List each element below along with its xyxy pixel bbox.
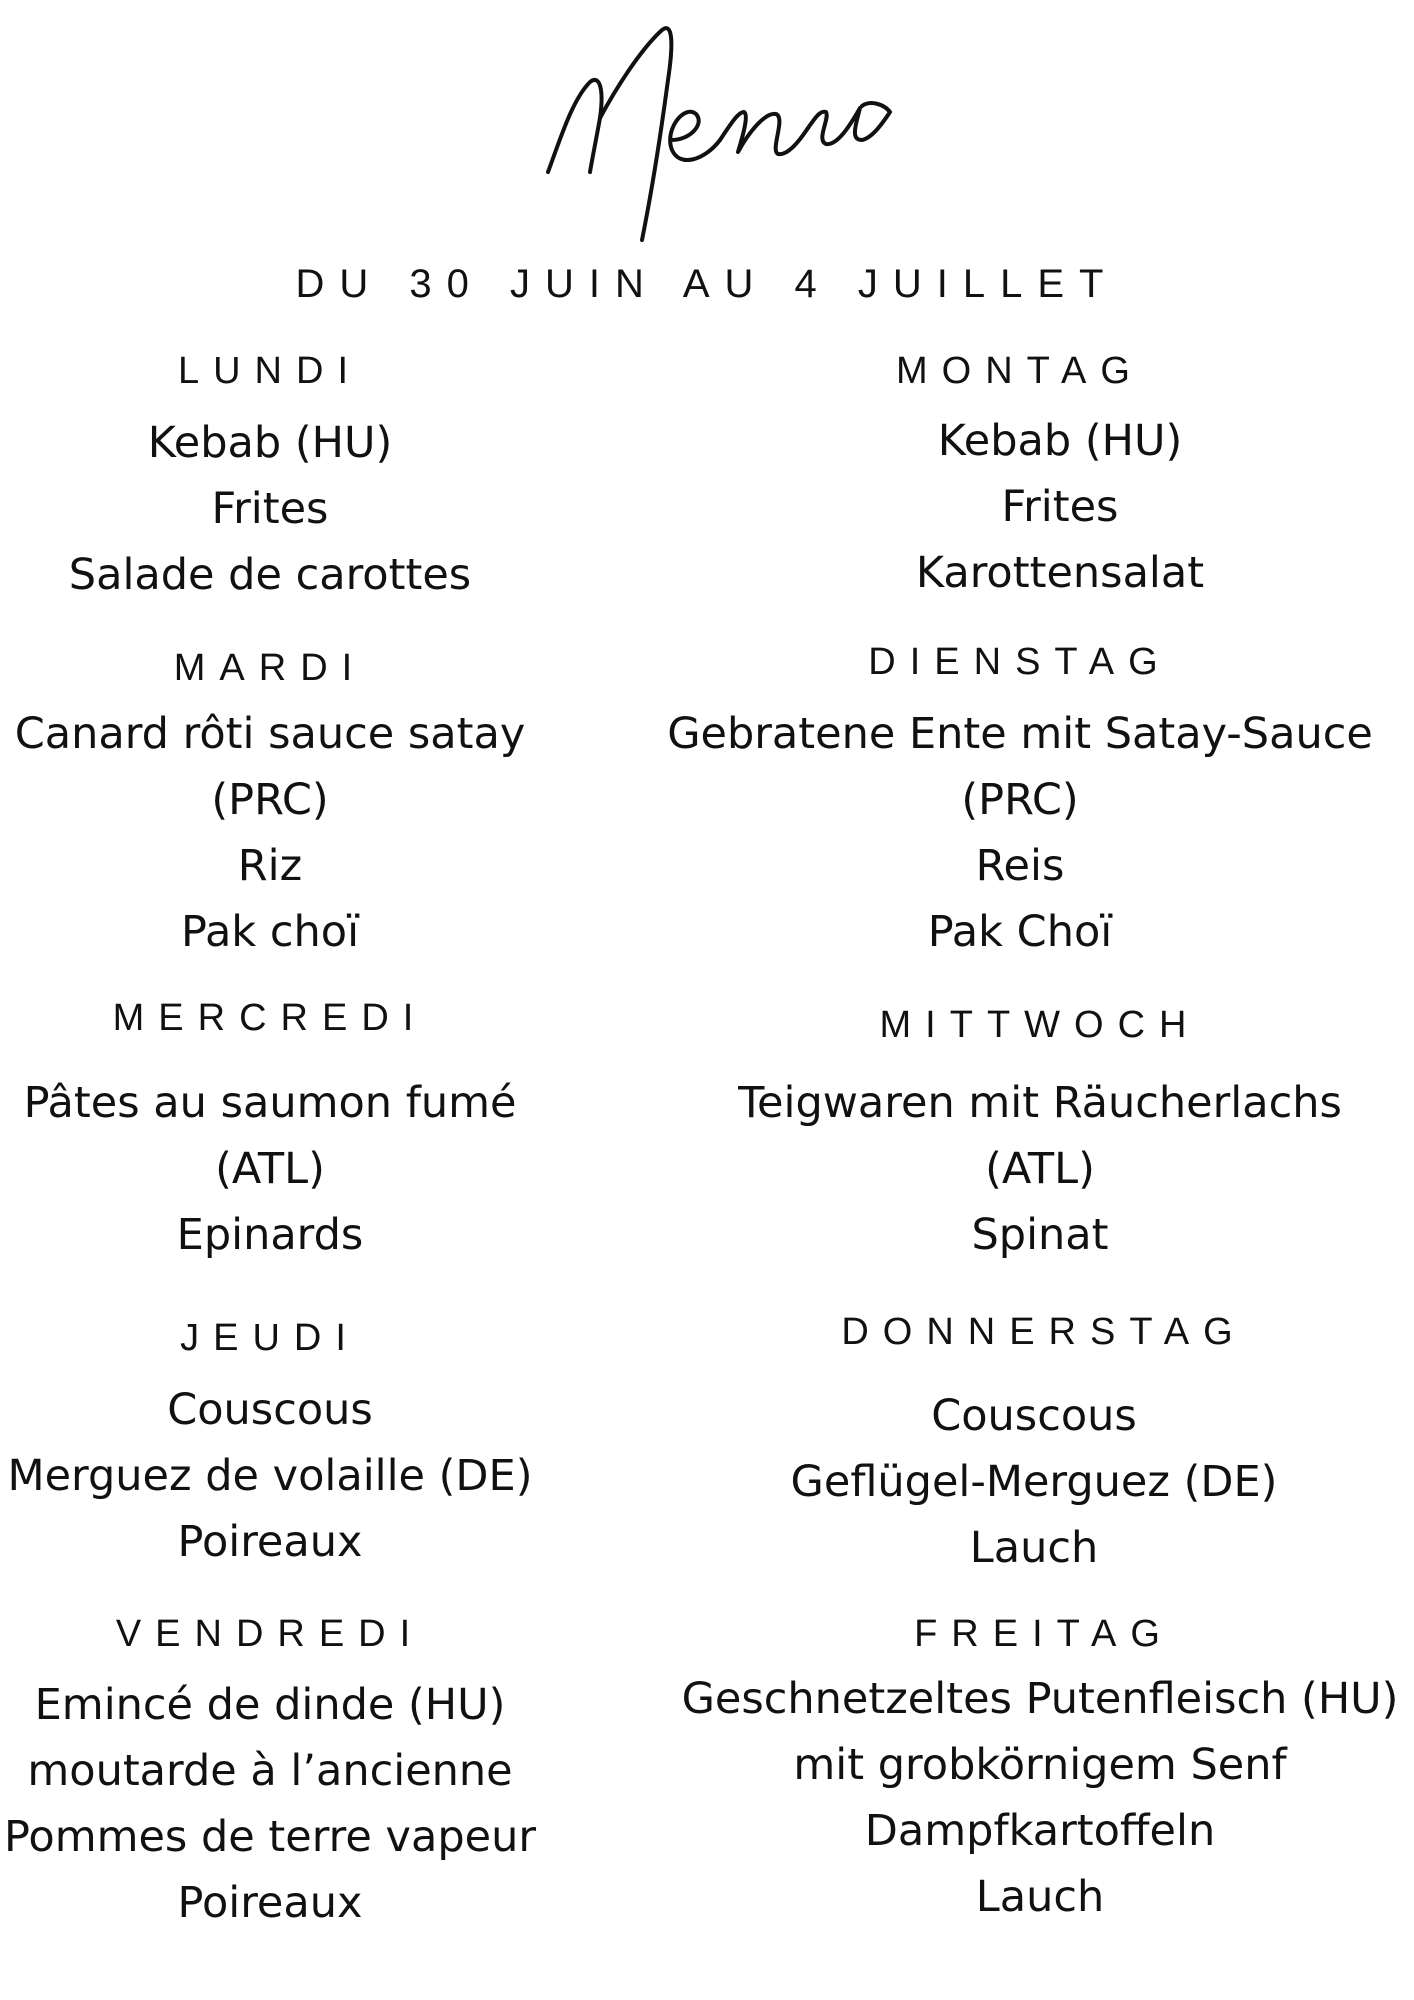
day-label-monday-de: MONTAG <box>896 350 1144 392</box>
day-label-thursday-de: DONNERSTAG <box>841 1311 1247 1353</box>
dish-item: Couscous <box>931 1391 1137 1441</box>
dish-item: Poireaux <box>177 1878 363 1928</box>
menu-title <box>0 0 1414 260</box>
dish-item: (ATL) <box>985 1144 1095 1194</box>
day-label-tuesday-fr: MARDI <box>173 647 367 689</box>
dish-item: Merguez de volaille (DE) <box>7 1451 533 1501</box>
dish-item: (PRC) <box>961 775 1079 825</box>
day-label-friday-fr: VENDREDI <box>115 1613 425 1655</box>
dish-item: Dampfkartoffeln <box>864 1806 1216 1856</box>
dish-item: Salade de carottes <box>68 550 472 600</box>
dish-item: Pommes de terre vapeur <box>4 1812 536 1862</box>
day-label-tuesday-de: DIENSTAG <box>868 641 1172 683</box>
menu-title-script <box>0 0 1414 260</box>
dish-item: Geschnetzeltes Putenfleisch (HU) <box>681 1674 1399 1724</box>
dish-item: Frites <box>211 484 329 534</box>
dish-item: Riz <box>237 841 303 891</box>
dish-item: moutarde à l’ancienne <box>27 1746 513 1796</box>
dish-item: Kebab (HU) <box>937 416 1183 466</box>
date-range: DU 30 JUIN AU 4 JUILLET <box>295 262 1119 306</box>
day-label-wednesday-fr: MERCREDI <box>112 997 428 1039</box>
dish-item: Teigwaren mit Räucherlachs <box>738 1078 1342 1128</box>
dish-item: Poireaux <box>177 1517 363 1567</box>
dish-item: Emincé de dinde (HU) <box>34 1680 506 1730</box>
day-label-wednesday-de: MITTWOCH <box>879 1004 1201 1046</box>
dish-item: Frites <box>1001 482 1119 532</box>
dish-item: Kebab (HU) <box>147 418 393 468</box>
dish-item: Lauch <box>969 1523 1099 1573</box>
day-label-thursday-fr: JEUDI <box>180 1317 360 1359</box>
dish-item: Spinat <box>971 1210 1109 1260</box>
dish-item: Pak Choï <box>927 907 1113 957</box>
dish-item: Gebratene Ente mit Satay-Sauce <box>667 709 1373 759</box>
day-label-monday-fr: LUNDI <box>177 350 363 392</box>
dish-item: Pâtes au saumon fumé <box>23 1078 517 1128</box>
dish-item: Lauch <box>975 1872 1105 1922</box>
dish-item: Reis <box>975 841 1065 891</box>
dish-item: mit grobkörnigem Senf <box>793 1740 1287 1790</box>
dish-item: Couscous <box>167 1385 373 1435</box>
day-label-friday-de: FREITAG <box>914 1613 1174 1655</box>
dish-item: Pak choï <box>180 907 360 957</box>
dish-item: Geflügel-Merguez (DE) <box>790 1457 1278 1507</box>
dish-item: Karottensalat <box>915 548 1205 598</box>
dish-item: Canard rôti sauce satay <box>14 709 526 759</box>
dish-item: (PRC) <box>211 775 329 825</box>
dish-item: (ATL) <box>215 1144 325 1194</box>
dish-item: Epinards <box>176 1210 364 1260</box>
